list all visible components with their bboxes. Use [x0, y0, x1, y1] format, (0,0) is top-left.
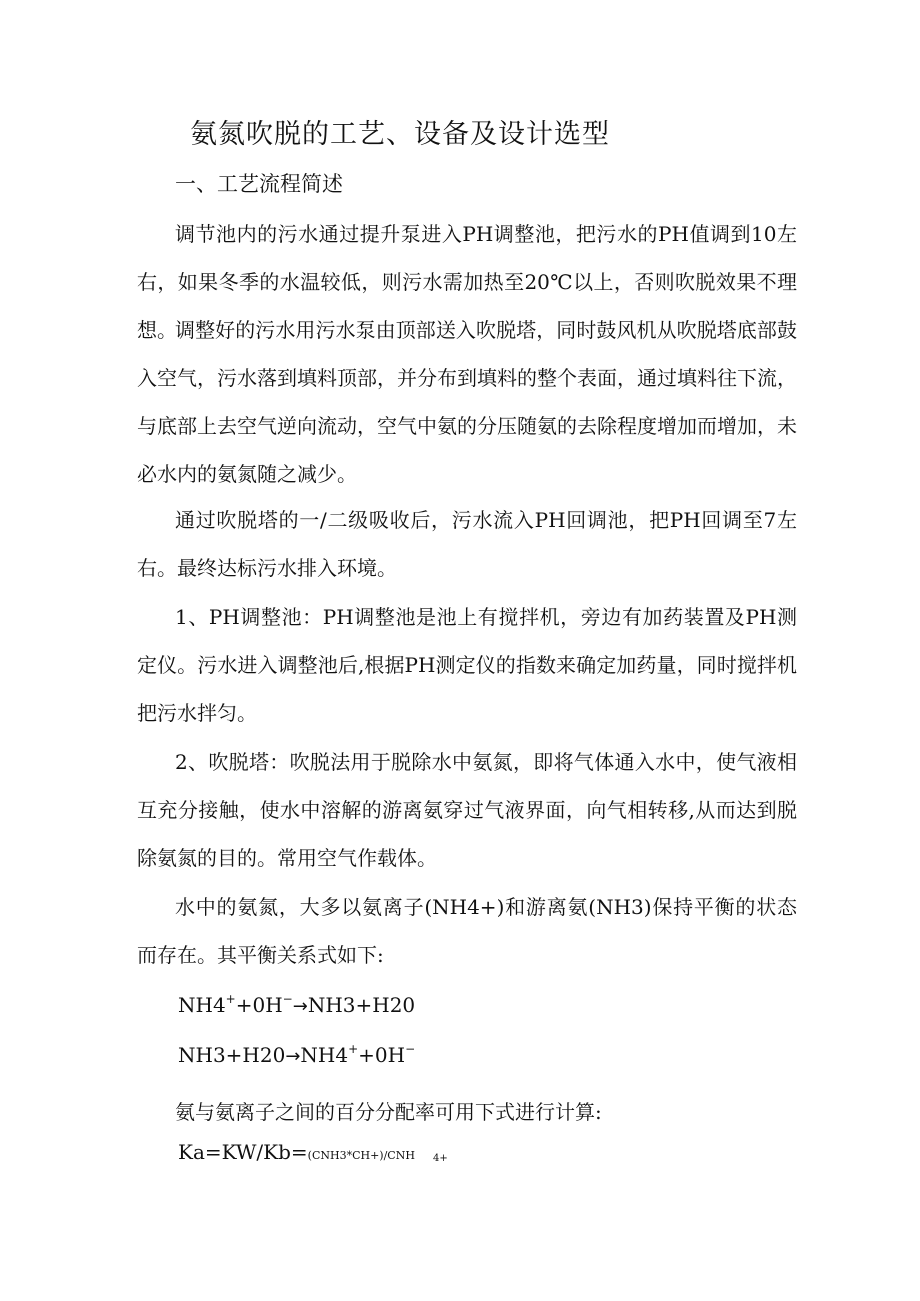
equation-3: Ka=KW/Kb=(CNH3*CH+)/CNH 4+	[178, 1140, 448, 1164]
paragraph: 水中的氨氮，大多以氨离子(NH4+)和游离氨(NH3)保持平衡的状态而存在。其平衡关系式如下:	[137, 895, 797, 967]
paragraph: 2、吹脱塔：吹脱法用于脱除水中氨氮，即将气体通入水中，使气液相互充分接触，使水中溶解的游离氨穿过气液界面，向气相转移,从而达到脱除氨氮的目的。常用空气作载体。	[137, 750, 797, 870]
document-title: 氨氮吹脱的工艺、设备及设计选型	[190, 119, 610, 150]
arrow-icon: →	[285, 1046, 301, 1067]
equation-2: NH3+H20→NH4++0H−	[178, 1042, 416, 1067]
paragraph: 调节池内的污水通过提升泵进入PH调整池，把污水的PH值调到10左右，如果冬季的水温较低，则污水需加热至20℃以上，否则吹脱效果不理想。	[137, 222, 797, 342]
paragraph: 调整好的污水用污水泵由顶部送入吹脱塔，同时鼓风机从吹脱塔底部鼓入空气，污水落到填料顶部，并分布到填料的整个表面，通过填料往下流，与底部上去空气逆向流动，空气中氨的分压随氨的去除程度增加而增加，未必水内的氨氮随之减少。	[137, 318, 797, 486]
arrow-icon: →	[292, 996, 308, 1017]
section-heading: 一、工艺流程简述	[175, 172, 343, 196]
equation-1: NH4++0H−→NH3+H20	[178, 992, 416, 1017]
paragraph: 1、PH调整池：PH调整池是池上有搅拌机，旁边有加药装置及PH测定仪。污水进入调整池后,根据PH测定仪的指数来确定加药量，同时搅拌机把污水拌匀。	[137, 605, 797, 725]
paragraph: 通过吹脱塔的一/二级吸收后，污水流入PH回调池，把PH回调至7左右。最终达标污水排入环境。	[137, 508, 797, 580]
paragraph: 氨与氨离子之间的百分分配率可用下式进行计算:	[175, 1100, 602, 1124]
